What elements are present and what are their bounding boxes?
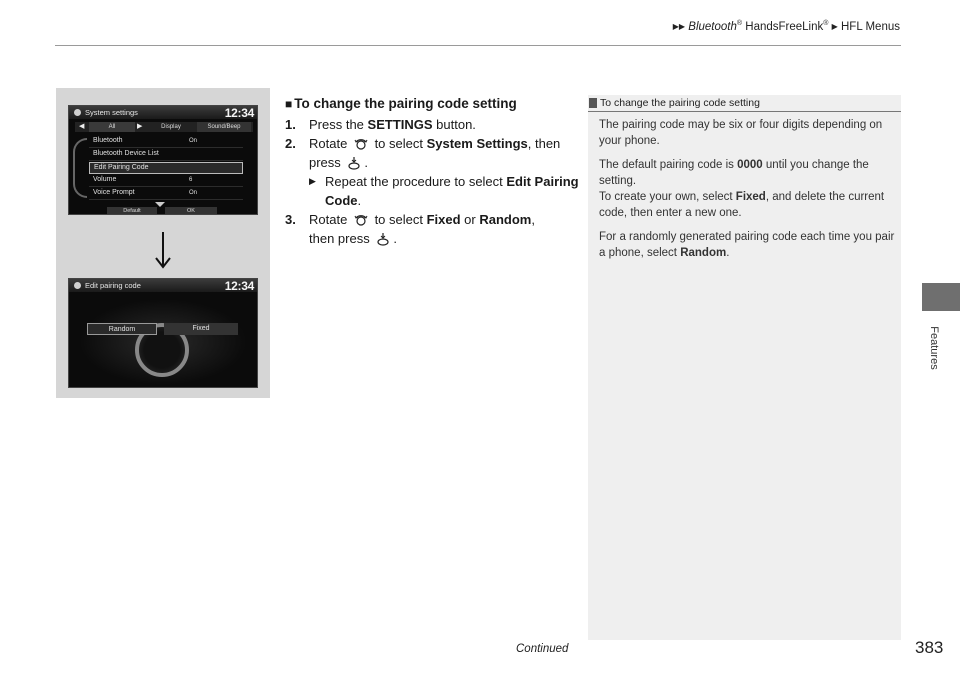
section-heading-text: To change the pairing code setting — [294, 96, 517, 111]
page-number: 383 — [915, 638, 944, 657]
note-text: The default pairing code is — [599, 159, 738, 171]
step-text: Repeat the procedure to select — [325, 174, 507, 189]
note-bold: Fixed — [735, 191, 766, 203]
interface-dial-press-icon — [376, 232, 390, 246]
note-bold: 0000 — [737, 159, 763, 171]
section-tab-text: Features — [928, 326, 940, 370]
note-heading: To change the pairing code setting — [600, 97, 760, 109]
heading-square-icon: ■ — [285, 97, 293, 111]
step-text: . — [364, 155, 369, 170]
screen-title: Edit pairing code — [85, 281, 141, 290]
section-heading — [285, 94, 585, 114]
tab-sound-beep: Sound/Beep — [197, 122, 251, 132]
interface-dial-rotate-icon — [354, 137, 368, 151]
down-arrow-icon — [151, 230, 175, 270]
step-text: . — [357, 193, 362, 208]
step-text: to select — [374, 212, 427, 227]
interface-dial-press-icon — [347, 156, 361, 170]
breadcrumb-hfl-menus: HFL Menus — [840, 20, 900, 33]
step-text: Rotate — [309, 136, 348, 151]
instructions — [285, 94, 585, 248]
menu-item-label: Bluetooth — [93, 137, 123, 144]
step-3 — [285, 210, 585, 248]
tab-display: Display — [161, 124, 181, 130]
screen-title: System settings — [85, 108, 138, 117]
menu-item-label: Bluetooth Device List — [93, 150, 159, 157]
breadcrumb — [673, 20, 900, 33]
settings-icon — [74, 109, 81, 116]
continued-label: Continued — [516, 643, 569, 655]
menu-item-selected — [89, 162, 243, 174]
step-bold: Edit Pairing Code — [325, 174, 579, 208]
note-text: . — [726, 247, 730, 259]
note-marker-icon — [589, 98, 597, 108]
note-paragraph: The pairing code may be six or four digits depending on your phone. — [599, 119, 883, 147]
registered-mark: ® — [736, 20, 743, 27]
note-text: , and delete the current code, then enter a new one. — [599, 191, 885, 219]
option-fixed: Fixed — [164, 323, 238, 335]
ok-button: OK — [165, 207, 217, 215]
breadcrumb-bluetooth: Bluetooth — [688, 20, 737, 33]
step-1 — [285, 115, 585, 134]
right-arrow-icon: ▶ — [137, 123, 143, 130]
option-random: Random — [87, 323, 157, 335]
registered-mark: ® — [823, 20, 829, 27]
step-2 — [285, 134, 585, 210]
menu-item-value: On — [189, 190, 198, 196]
step-text: Rotate — [309, 212, 348, 227]
note-paragraph — [599, 229, 895, 261]
step-text: Press the — [309, 117, 368, 132]
menu-item-label: Volume — [93, 176, 117, 183]
step-number: 1. — [285, 117, 296, 132]
substep-arrow-icon: ▶ — [309, 176, 316, 186]
section-tab-label — [924, 318, 944, 378]
step-bold: Random — [479, 212, 532, 227]
settings-menu — [89, 136, 243, 201]
tab-all: All — [89, 122, 135, 132]
step-text: . — [393, 231, 397, 246]
step-text: then press — [309, 231, 370, 246]
section-tab-marker — [922, 283, 960, 311]
screen-clock: 12:34 — [224, 106, 254, 120]
edit-pairing-code-screen — [68, 278, 258, 388]
note-text: To create your own, select — [599, 191, 736, 203]
step-bold: Fixed — [426, 212, 461, 227]
step-number: 3. — [285, 212, 296, 227]
menu-item-label: Edit Pairing Code — [94, 164, 149, 171]
note-box — [588, 95, 901, 640]
system-settings-screen — [68, 105, 258, 215]
step-text: to select — [374, 136, 427, 151]
breadcrumb-hfl: HandsFreeLink — [742, 20, 824, 33]
note-bold: Random — [680, 247, 727, 259]
note-text: until you change the setting. — [599, 159, 869, 187]
scroll-arc — [73, 138, 87, 198]
step-bold: SETTINGS — [367, 117, 433, 132]
screen-tab-bar — [75, 122, 253, 132]
menu-item-label: Voice Prompt — [93, 189, 135, 196]
menu-item-value: 6 — [189, 177, 193, 183]
left-arrow-icon: ◀ — [79, 123, 85, 130]
step-text: , — [531, 212, 535, 227]
menu-item — [89, 149, 243, 161]
note-body — [599, 117, 895, 261]
step-text: or — [460, 212, 480, 227]
screen-clock: 12:34 — [224, 279, 254, 293]
note-paragraph — [599, 189, 895, 221]
menu-item — [89, 175, 243, 187]
header-divider — [55, 45, 901, 46]
note-text: For a randomly generated pairing code each time you pair a phone, select — [599, 231, 895, 259]
step-2-substep — [309, 172, 585, 210]
interface-dial-rotate-icon — [354, 213, 368, 227]
menu-item — [89, 188, 243, 200]
breadcrumb-arrow-icon: ▶ — [831, 21, 838, 31]
step-text: button. — [432, 117, 476, 132]
step-text: , then — [527, 136, 561, 151]
menu-item-value: On — [189, 138, 198, 144]
note-header — [588, 95, 901, 112]
screens-illustration — [56, 88, 270, 398]
menu-item — [89, 136, 243, 148]
default-button: Default — [107, 207, 157, 215]
breadcrumb-arrow-icon: ▶▶ — [672, 21, 686, 31]
settings-icon — [74, 282, 81, 289]
step-bold: System Settings — [426, 136, 528, 151]
note-paragraph — [599, 157, 895, 189]
step-text: press — [309, 155, 341, 170]
step-number: 2. — [285, 136, 296, 151]
